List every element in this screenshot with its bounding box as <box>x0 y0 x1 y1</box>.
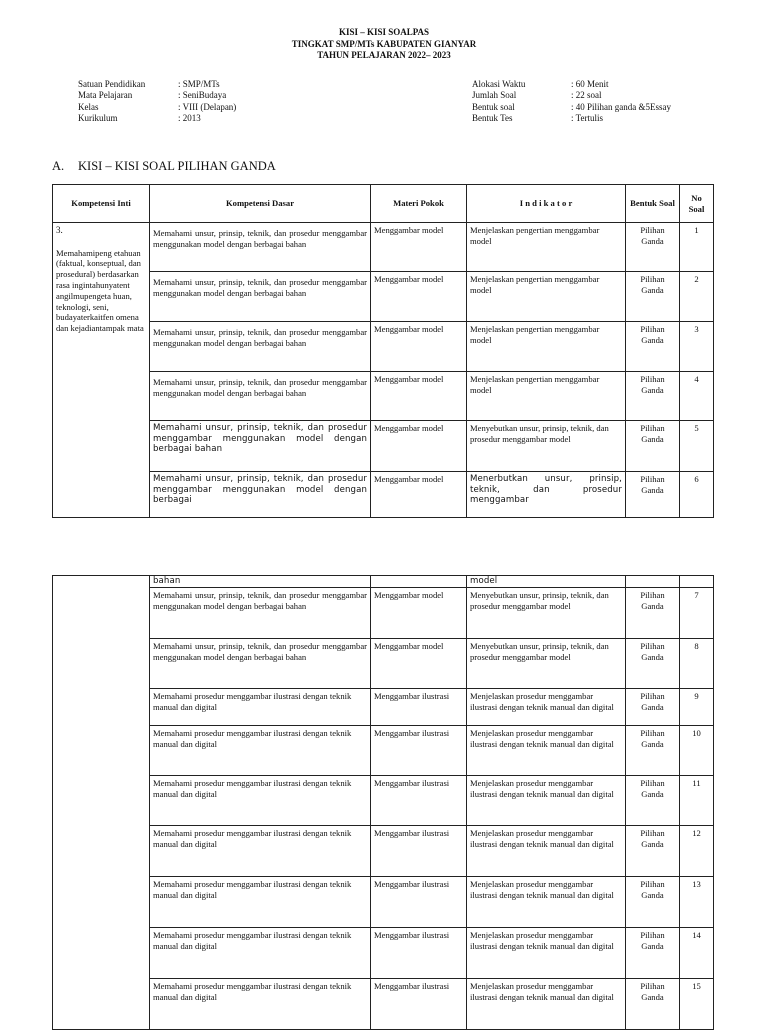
materi-cell: Menggambar ilustrasi <box>371 928 467 979</box>
bentuk-cell: Pilihan Ganda <box>626 322 680 372</box>
kd-cell: Memahami prosedur menggambar ilustrasi dengan teknik manual dan digital <box>150 826 371 877</box>
col-header-no: No Soal <box>680 185 714 223</box>
meta-row <box>78 90 236 101</box>
table-row <box>53 639 714 689</box>
indikator-cell: Menjelaskan prosedur menggambar ilustrasi dengan teknik manual dan digital <box>467 979 626 1030</box>
bentuk-cell: Pilihan Ganda <box>626 726 680 776</box>
ki-text: Memahamipeng etahuan (faktual, konseptual, dan prosedural) berdasarkan rasa ingintahunyatent angilmupengeta huan, teknologi, seni, budayaterkaitfen omena dan kejadiantampak mata <box>56 247 144 334</box>
table-row <box>53 421 714 472</box>
kisi-table-page2 <box>52 575 714 1030</box>
meta-right <box>472 79 671 124</box>
bentuk-cell: Pilihan Ganda <box>626 639 680 689</box>
col-header-bentuk: Bentuk Soal <box>626 185 680 223</box>
no-cell: 5 <box>680 421 714 472</box>
meta-label: Bentuk Tes <box>472 112 513 123</box>
document-header <box>0 27 768 62</box>
indikator-cell: Menerbutkan unsur, prinsip, teknik, dan prosedur menggambar <box>467 472 626 518</box>
table-row <box>53 726 714 776</box>
meta-value: : Tertulis <box>571 112 603 123</box>
meta-label: Bentuk soal <box>472 101 515 112</box>
indikator-cell: Menjelaskan prosedur menggambar ilustrasi dengan teknik manual dan digital <box>467 826 626 877</box>
table-row <box>53 979 714 1030</box>
indikator-cell: Menjelaskan pengertian menggambar model <box>467 223 626 272</box>
materi-cell: Menggambar ilustrasi <box>371 826 467 877</box>
materi-cell: Menggambar model <box>371 588 467 639</box>
materi-cell: Menggambar ilustrasi <box>371 689 467 726</box>
kd-cell: Memahami prosedur menggambar ilustrasi dengan teknik manual dan digital <box>150 689 371 726</box>
col-header-ki: Kompetensi Inti <box>53 185 150 223</box>
materi-cell: Menggambar ilustrasi <box>371 979 467 1030</box>
table-row <box>53 826 714 877</box>
bentuk-cell <box>626 576 680 588</box>
meta-label: Jumlah Soal <box>472 90 517 101</box>
bentuk-cell: Pilihan Ganda <box>626 472 680 518</box>
indikator-cell: Menjelaskan prosedur menggambar ilustrasi dengan teknik manual dan digital <box>467 877 626 928</box>
meta-row <box>472 102 671 113</box>
meta-row <box>472 113 671 124</box>
header-subtitle: TINGKAT SMP/MTs KABUPATEN GIANYAR <box>291 38 477 49</box>
indikator-cell: Menyebutkan unsur, prinsip, teknik, dan prosedur menggambar model <box>467 639 626 689</box>
section-title: KISI – KISI SOAL PILIHAN GANDA <box>78 159 276 173</box>
header-year: TAHUN PELAJARAN 2022– 2023 <box>317 50 451 60</box>
materi-cell: Menggambar model <box>371 472 467 518</box>
no-cell: 8 <box>680 639 714 689</box>
indikator-cell: Menjelaskan pengertian menggambar model <box>467 372 626 421</box>
meta-label: Alokasi Waktu <box>472 79 526 89</box>
table-row <box>53 689 714 726</box>
ki-cell <box>53 223 150 518</box>
meta-value: : 40 Pilihan ganda &5Essay <box>571 101 671 112</box>
indikator-cell: model <box>467 576 626 588</box>
table-row-continued <box>53 576 714 588</box>
no-cell: 7 <box>680 588 714 639</box>
materi-cell: Menggambar model <box>371 322 467 372</box>
bentuk-cell: Pilihan Ganda <box>626 877 680 928</box>
ki-cell-continued <box>53 576 150 1030</box>
materi-cell: Menggambar ilustrasi <box>371 776 467 826</box>
materi-cell: Menggambar model <box>371 421 467 472</box>
no-cell: 12 <box>680 826 714 877</box>
meta-row <box>472 79 671 90</box>
kd-cell: Memahami unsur, prinsip, teknik, dan prosedur menggambar menggunakan model dengan berbagai bahan <box>150 372 371 421</box>
col-header-materi: Materi Pokok <box>371 185 467 223</box>
indikator-cell: Menjelaskan prosedur menggambar ilustrasi dengan teknik manual dan digital <box>467 689 626 726</box>
indikator-cell: Menjelaskan pengertian menggambar model <box>467 272 626 322</box>
bentuk-cell: Pilihan Ganda <box>626 223 680 272</box>
kd-cell: Memahami unsur, prinsip, teknik, dan prosedur menggambar menggunakan model dengan berbagai bahan <box>150 223 371 272</box>
table-row <box>53 223 714 272</box>
bentuk-cell: Pilihan Ganda <box>626 421 680 472</box>
table-row <box>53 322 714 372</box>
no-cell: 13 <box>680 877 714 928</box>
indikator-cell: Menjelaskan pengertian menggambar model <box>467 322 626 372</box>
kd-cell: bahan <box>150 576 371 588</box>
no-cell: 4 <box>680 372 714 421</box>
kd-cell: Memahami prosedur menggambar ilustrasi dengan teknik manual dan digital <box>150 928 371 979</box>
meta-value: : 60 Menit <box>571 79 609 89</box>
table-row <box>53 472 714 518</box>
meta-value: : VIII (Delapan) <box>178 101 237 112</box>
no-cell <box>680 576 714 588</box>
meta-label: Mata Pelajaran <box>78 90 133 101</box>
materi-cell: Menggambar ilustrasi <box>371 877 467 928</box>
meta-label: Kurikulum <box>78 112 118 123</box>
meta-value: : SMP/MTs <box>178 79 220 89</box>
materi-cell: Menggambar model <box>371 372 467 421</box>
meta-row <box>78 113 236 124</box>
kd-cell: Memahami unsur, prinsip, teknik, dan prosedur menggambar menggunakan model dengan berbagai bahan <box>150 421 371 472</box>
materi-cell: Menggambar model <box>371 639 467 689</box>
no-cell: 11 <box>680 776 714 826</box>
bentuk-cell: Pilihan Ganda <box>626 928 680 979</box>
meta-value: : SeniBudaya <box>178 90 227 101</box>
kd-cell: Memahami prosedur menggambar ilustrasi dengan teknik manual dan digital <box>150 776 371 826</box>
indikator-cell: Menyebutkan unsur, prinsip, teknik, dan prosedur menggambar model <box>467 421 626 472</box>
meta-label: Satuan Pendidikan <box>78 79 146 89</box>
meta-label: Kelas <box>78 101 99 112</box>
meta-value: : 2013 <box>178 112 201 123</box>
meta-row <box>472 90 671 101</box>
table-row <box>53 272 714 322</box>
kd-cell: Memahami prosedur menggambar ilustrasi dengan teknik manual dan digital <box>150 979 371 1030</box>
no-cell: 2 <box>680 272 714 322</box>
meta-left <box>78 79 236 124</box>
meta-value: : 22 soal <box>571 90 602 101</box>
indikator-cell: Menjelaskan prosedur menggambar ilustrasi dengan teknik manual dan digital <box>467 726 626 776</box>
kd-cell: Memahami prosedur menggambar ilustrasi dengan teknik manual dan digital <box>150 877 371 928</box>
meta-row <box>78 102 236 113</box>
bentuk-cell: Pilihan Ganda <box>626 372 680 421</box>
table-row <box>53 588 714 639</box>
table-header-row <box>53 185 714 223</box>
meta-row <box>78 79 236 90</box>
bentuk-cell: Pilihan Ganda <box>626 272 680 322</box>
kd-cell: Memahami unsur, prinsip, teknik, dan prosedur menggambar menggunakan model dengan berbagai bahan <box>150 322 371 372</box>
no-cell: 3 <box>680 322 714 372</box>
kd-cell: Memahami unsur, prinsip, teknik, dan prosedur menggambar menggunakan model dengan berbagai bahan <box>150 272 371 322</box>
no-cell: 10 <box>680 726 714 776</box>
no-cell: 15 <box>680 979 714 1030</box>
bentuk-cell: Pilihan Ganda <box>626 826 680 877</box>
kd-cell: Memahami unsur, prinsip, teknik, dan prosedur menggambar menggunakan model dengan berbagai bahan <box>150 639 371 689</box>
kd-cell: Memahami prosedur menggambar ilustrasi dengan teknik manual dan digital <box>150 726 371 776</box>
table-row <box>53 877 714 928</box>
materi-cell: Menggambar model <box>371 223 467 272</box>
indikator-cell: Menjelaskan prosedur menggambar ilustrasi dengan teknik manual dan digital <box>467 928 626 979</box>
kd-cell: Memahami unsur, prinsip, teknik, dan prosedur menggambar menggunakan model dengan berbagai bahan <box>150 588 371 639</box>
no-cell: 1 <box>680 223 714 272</box>
col-header-kd: Kompetensi Dasar <box>150 185 371 223</box>
section-letter: A. <box>52 159 65 173</box>
table-row <box>53 372 714 421</box>
bentuk-cell: Pilihan Ganda <box>626 776 680 826</box>
kd-cell: Memahami unsur, prinsip, teknik, dan prosedur menggambar menggunakan model dengan berbagai <box>150 472 371 518</box>
no-cell: 9 <box>680 689 714 726</box>
header-title: KISI – KISI SOALPAS <box>338 27 430 37</box>
no-cell: 14 <box>680 928 714 979</box>
materi-cell: Menggambar ilustrasi <box>371 726 467 776</box>
kisi-table-page1 <box>52 184 714 518</box>
materi-cell: Menggambar model <box>371 272 467 322</box>
section-heading <box>52 159 276 174</box>
indikator-cell: Menyebutkan unsur, prinsip, teknik, dan prosedur menggambar model <box>467 588 626 639</box>
indikator-cell: Menjelaskan prosedur menggambar ilustrasi dengan teknik manual dan digital <box>467 776 626 826</box>
bentuk-cell: Pilihan Ganda <box>626 588 680 639</box>
ki-number: 3. <box>56 225 63 235</box>
bentuk-cell: Pilihan Ganda <box>626 979 680 1030</box>
table-row <box>53 928 714 979</box>
bentuk-cell: Pilihan Ganda <box>626 689 680 726</box>
materi-cell <box>371 576 467 588</box>
no-cell: 6 <box>680 472 714 518</box>
col-header-indikator: I n d i k a t o r <box>467 185 626 223</box>
table-row <box>53 776 714 826</box>
